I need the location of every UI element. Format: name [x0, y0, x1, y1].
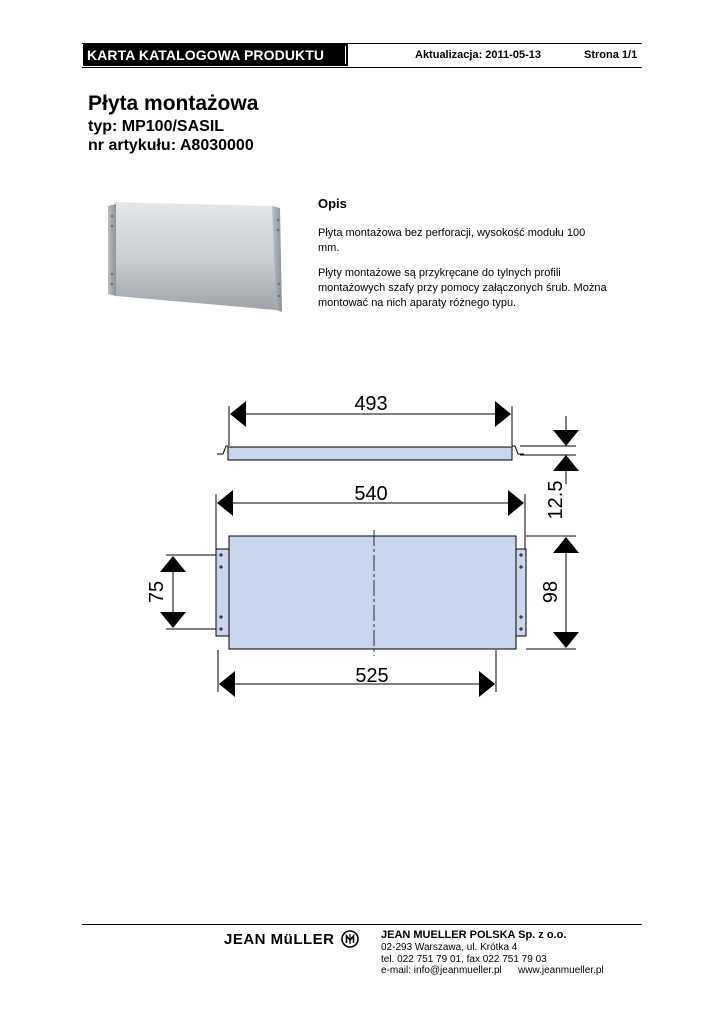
update-date: Aktualizacja: 2011-05-13 — [415, 49, 541, 61]
company-phone: tel. 022 751 79 01, fax 022 751 79 03 — [381, 954, 547, 965]
catalog-card-badge: KARTA KATALOGOWA PRODUKTU — [83, 44, 348, 66]
product-article-number: nr artykułu: A8030000 — [88, 137, 254, 154]
company-name: JEAN MUELLER POLSKA Sp. z o.o. — [381, 929, 567, 941]
company-website: www.jeanmueller.pl — [518, 965, 604, 976]
description-paragraph-2: Płyty montażowe są przykręcane do tylnych profili montażowych szafy przy pomocy załączonych śrub. Można montować na nich aparaty różnego typu. — [318, 267, 607, 309]
dimension-75 — [146, 555, 216, 629]
footer-rule — [82, 924, 642, 925]
company-address: 02-293 Warszawa, ul. Krótka 4 — [381, 942, 518, 953]
product-photo — [104, 192, 284, 314]
logo-text: JEAN MüLLER — [224, 930, 335, 948]
dimension-12-5-label: 12.5 — [545, 480, 567, 520]
dimension-98 — [526, 536, 576, 649]
plate-side-view — [217, 446, 524, 460]
plate-front-view — [216, 530, 526, 656]
dimension-493-label: 493 — [354, 393, 388, 415]
dimension-98-label: 98 — [540, 580, 562, 604]
dimension-493 — [229, 393, 512, 446]
technical-drawing — [0, 380, 724, 700]
company-email: e-mail: info@jeanmueller.pl — [381, 965, 502, 976]
description-paragraph-1: Płyta montażowa bez perforacji, wysokość modułu 100 mm. — [318, 227, 586, 254]
product-type: typ: MP100/SASIL — [88, 118, 225, 135]
dimension-75-label: 75 — [146, 580, 168, 604]
company-logo — [224, 930, 359, 948]
dimension-525-label: 525 — [355, 665, 389, 687]
logo-emblem-icon — [341, 930, 359, 948]
page-number: Strona 1/1 — [584, 49, 638, 61]
dimension-525 — [218, 650, 496, 692]
description-heading: Opis — [318, 196, 347, 211]
header-rule-bottom — [82, 67, 642, 68]
product-title: Płyta montażowa — [88, 92, 259, 115]
dimension-540-label: 540 — [354, 483, 388, 505]
dimension-12-5 — [520, 416, 576, 519]
